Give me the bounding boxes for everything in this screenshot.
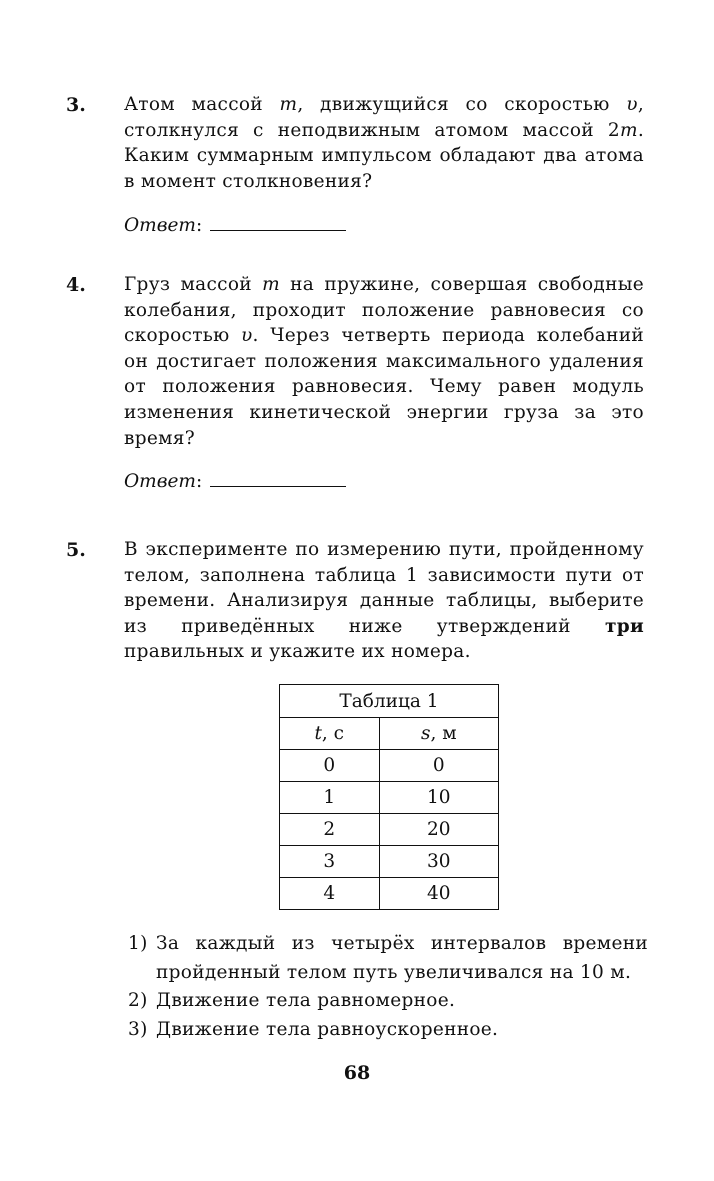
answer-line: Ответ:	[124, 468, 346, 495]
answer-label: Ответ	[124, 215, 196, 236]
option-number: 2)	[128, 990, 148, 1011]
option-number: 1)	[128, 933, 148, 954]
answer-label: Ответ	[124, 471, 196, 492]
table-row: 1 10	[280, 782, 499, 814]
problem-number: 4.	[66, 274, 86, 296]
column-header-distance: s, м	[379, 718, 498, 750]
data-table	[279, 684, 499, 910]
option-text: Движение тела равноускоренное.	[156, 1018, 499, 1040]
page-number: 68	[343, 1062, 371, 1084]
list-item	[128, 930, 648, 987]
table-row: 3 30	[280, 846, 499, 878]
option-text: Движение тела равномерное.	[156, 990, 456, 1011]
list-item	[128, 987, 648, 1016]
table-row: 0 0	[280, 750, 499, 782]
column-header-time: t, с	[280, 718, 380, 750]
table-caption-row	[280, 685, 499, 718]
problem-text: Атом массой m, движущийся со скоростью υ, столкнулся с неподвижным атомом массой 2m. Каким суммарным импульсом обладают два атома в момент столкновения?	[124, 94, 644, 192]
option-text: За каждый из четырёх интервалов времени пройденный телом путь увеличивался на 10 м.	[156, 933, 648, 983]
problem-number: 3.	[66, 94, 86, 116]
bold-word: три	[604, 615, 644, 637]
table-caption: Таблица 1	[280, 685, 499, 718]
answer-blank[interactable]	[210, 212, 346, 231]
table-header-row	[280, 718, 499, 750]
table-row: 2 20	[280, 814, 499, 846]
problem-text: В эксперименте по измерению пути, пройденному телом, заполнена таблица 1 зависимости пути от времени. Анализируя данные таблицы, выберите из приведённых ниже утверждений три правильных и укажите их номера.	[124, 539, 644, 663]
problem-number: 5.	[66, 539, 86, 561]
answer-options	[128, 930, 648, 1044]
list-item	[128, 1016, 648, 1045]
option-number: 3)	[128, 1018, 148, 1040]
problem-text: Груз массой m на пружине, совершая свободные колебания, проходит положение равновесия со скоростью υ. Через четверть периода колебаний он достигает положения максимального удаления от положения равновесия. Чему равен модуль изменения кинетической энергии груза за это время?	[124, 274, 645, 449]
answer-blank[interactable]	[210, 468, 346, 487]
answer-line: Ответ:	[124, 212, 346, 239]
table-row: 4 40	[280, 878, 499, 910]
